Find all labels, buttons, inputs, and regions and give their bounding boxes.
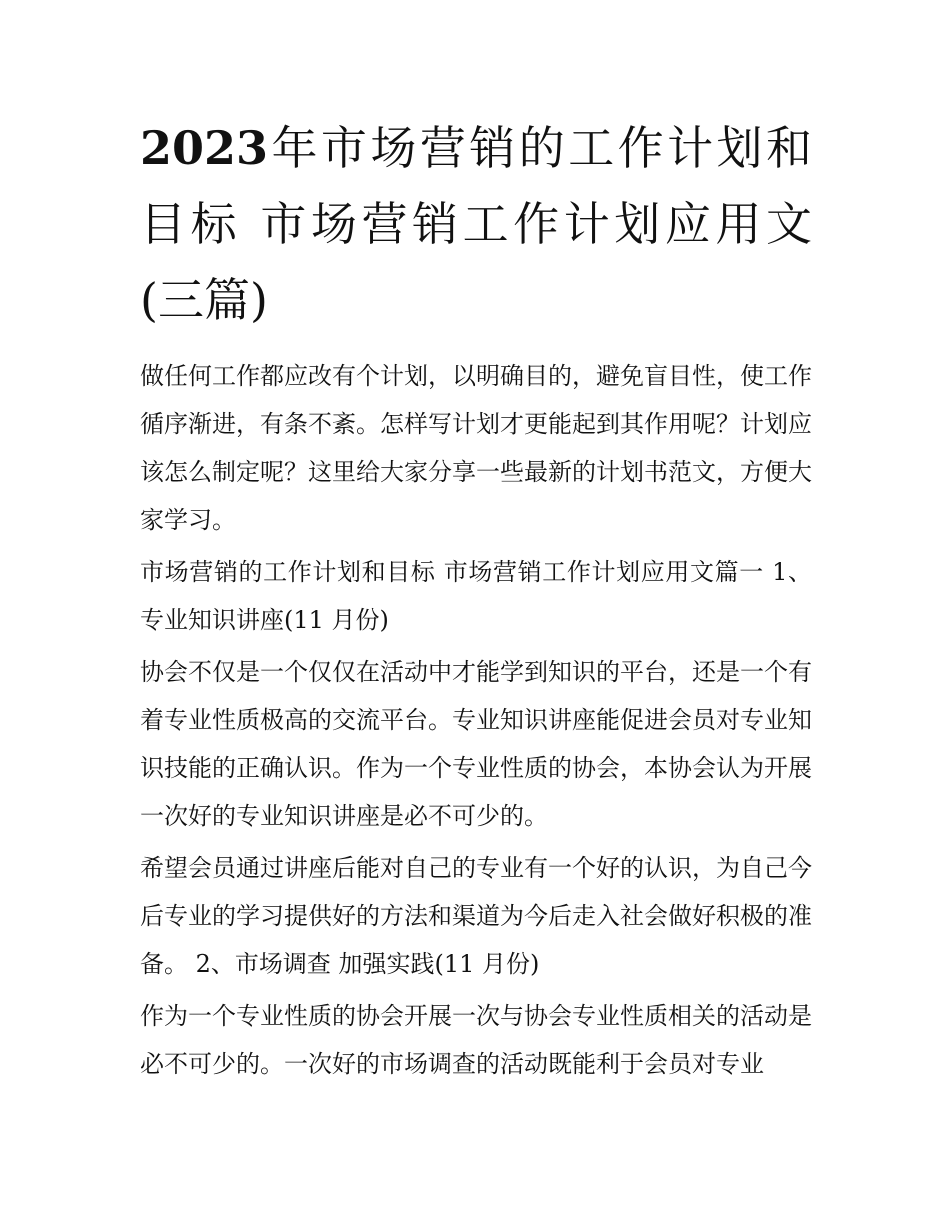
title-year: 2023 (140, 121, 269, 175)
paragraph-body: 作为一个专业性质的协会开展一次与协会专业性质相关的活动是必不可少的。一次好的市场调查的活动既能利于会员对专业 (140, 1002, 812, 1078)
document-page (140, 110, 812, 1092)
title-text: 年市场营销的工作计划和目标 市场营销工作计划应用文(三篇) (140, 121, 812, 327)
paragraph-section-heading: 市场营销的工作计划和目标 市场营销工作计划应用文篇一 1、专业知识讲座(11 月份) (140, 558, 812, 634)
paragraph-body: 协会不仅是一个仅仅在活动中才能学到知识的平台，还是一个有着专业性质极高的交流平台。专业知识讲座能促进会员对专业知识技能的正确认识。作为一个专业性质的协会，本协会认为开展一次好的专业知识讲座是必不可少的。 (140, 658, 812, 830)
paragraph-intro: 做任何工作都应改有个计划，以明确目的，避免盲目性，使工作循序渐进，有条不紊。怎样写计划才更能起到其作用呢？计划应该怎么制定呢？这里给大家分享一些最新的计划书范文，方便大家学习。 (140, 362, 812, 534)
document-title (140, 110, 812, 338)
paragraph-body: 希望会员通过讲座后能对自己的专业有一个好的认识，为自己今后专业的学习提供好的方法和渠道为今后走入社会做好积极的准备。 2、市场调查 加强实践(11 月份) (140, 854, 812, 978)
